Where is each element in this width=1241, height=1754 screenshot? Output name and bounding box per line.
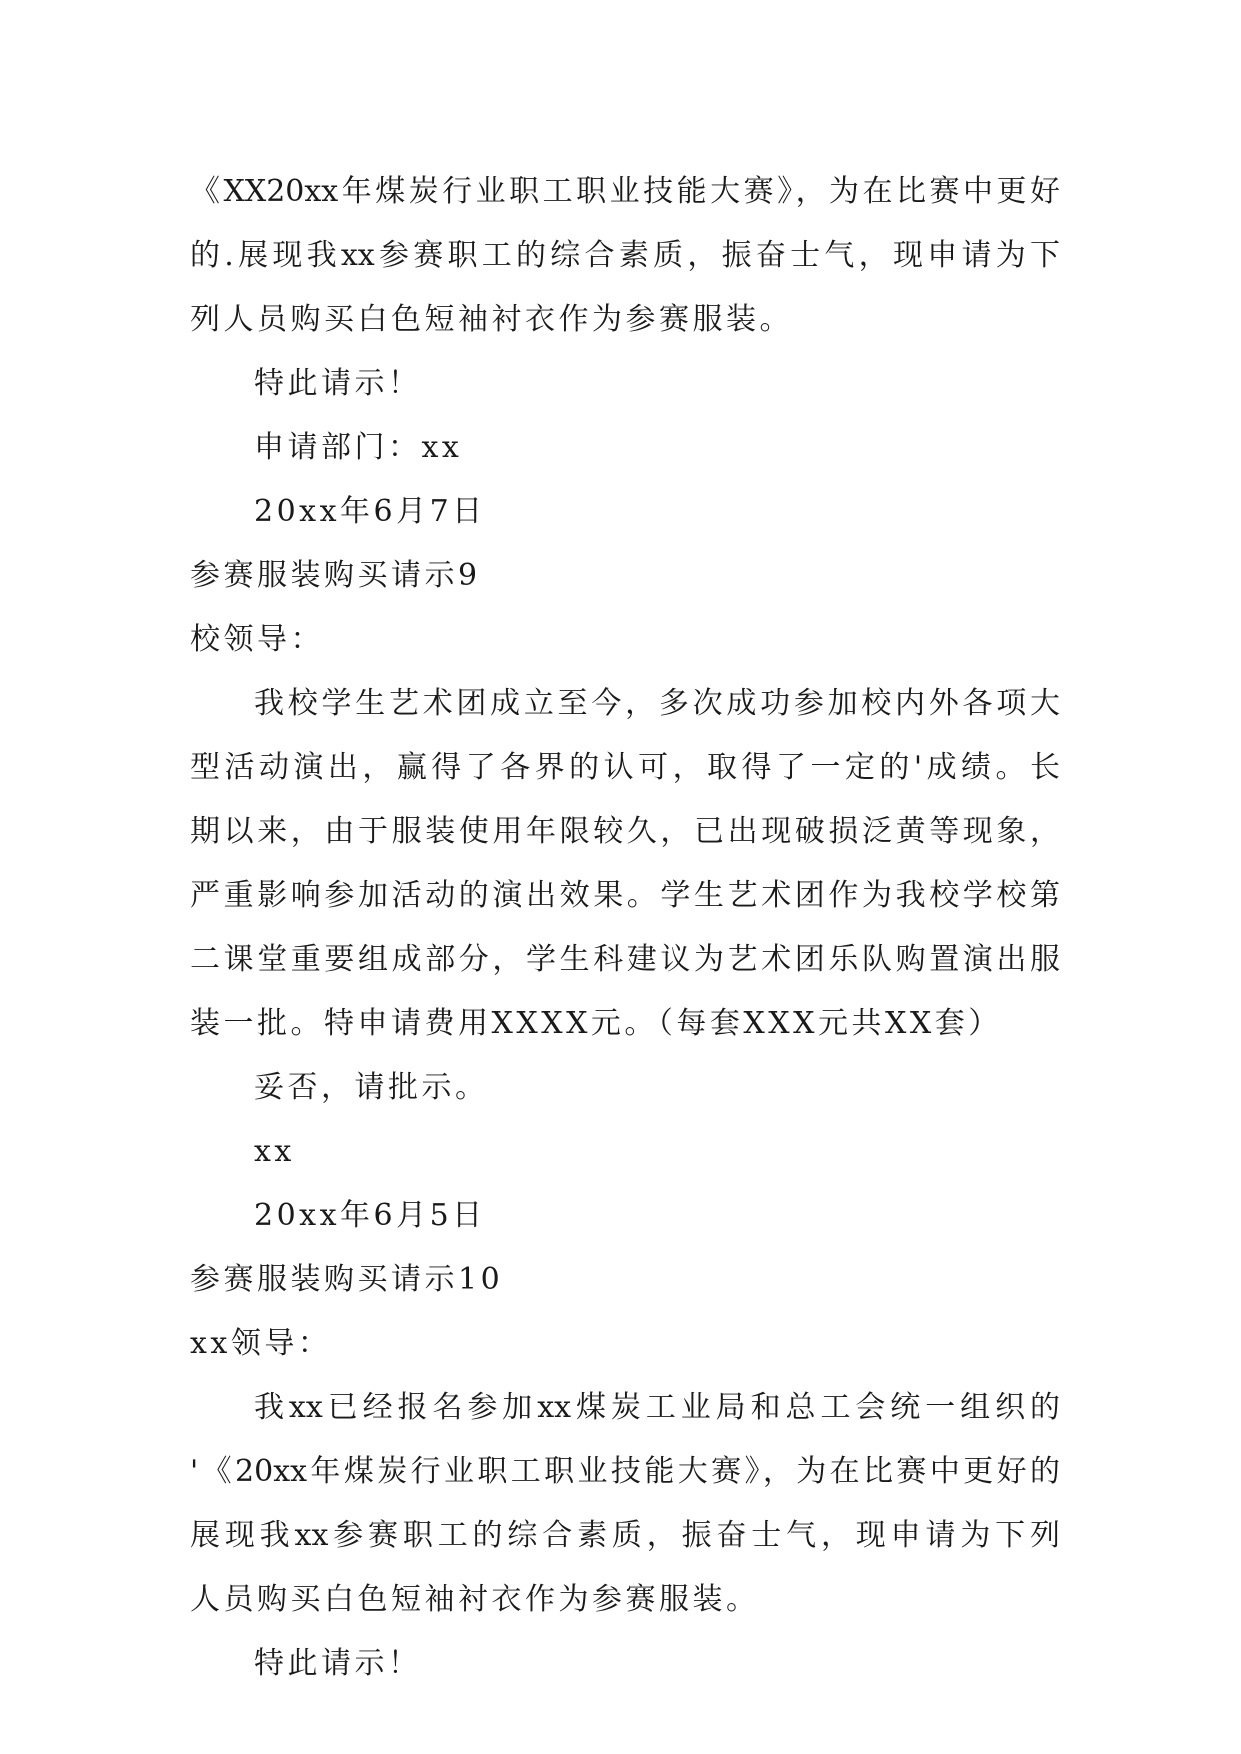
body-line: 的.展现我xx参赛职工的综合素质，振奋士气，现申请为下 bbox=[190, 238, 1060, 273]
body-line: 人员购买白色短袖衬衣作为参赛服装。 bbox=[190, 1582, 760, 1617]
salutation: xx领导： bbox=[190, 1326, 332, 1361]
body-line: 二课堂重要组成部分，学生科建议为艺术团乐队购置演出服 bbox=[190, 942, 1060, 977]
applicant-department: 申请部门：xx bbox=[254, 430, 463, 465]
body-line: 严重影响参加活动的演出效果。学生艺术团作为我校学校第 bbox=[190, 878, 1060, 913]
section-title: 参赛服装购买请示9 bbox=[190, 558, 481, 593]
closing-text: 妥否，请批示。 bbox=[254, 1070, 489, 1105]
body-line: 装一批。特申请费用XXXX元。（每套XXX元共XX套） bbox=[190, 1006, 1002, 1041]
salutation: 校领导： bbox=[190, 622, 324, 657]
body-line: 列人员购买白色短袖衬衣作为参赛服装。 bbox=[190, 302, 793, 337]
body-line: 型活动演出，赢得了各界的认可，取得了一定的'成绩。长 bbox=[190, 750, 1060, 785]
closing-text: 特此请示！ bbox=[254, 366, 422, 401]
body-line: 我校学生艺术团成立至今，多次成功参加校内外各项大 bbox=[254, 686, 1060, 721]
body-line: 展现我xx参赛职工的综合素质，振奋士气，现申请为下列 bbox=[190, 1518, 1060, 1553]
body-line: 《XX20xx年煤炭行业职工职业技能大赛》，为在比赛中更好 bbox=[190, 174, 1060, 209]
closing-text: 特此请示！ bbox=[254, 1646, 422, 1681]
document-page bbox=[190, 160, 1060, 1696]
body-line: '《20xx年煤炭行业职工职业技能大赛》，为在比赛中更好的 bbox=[190, 1454, 1060, 1489]
date-line: 20xx年6月5日 bbox=[254, 1198, 486, 1233]
date-line: 20xx年6月7日 bbox=[254, 494, 486, 529]
body-line: 期以来，由于服装使用年限较久，已出现破损泛黄等现象， bbox=[190, 814, 1060, 849]
section-title: 参赛服装购买请示10 bbox=[190, 1262, 504, 1297]
body-line: 我xx已经报名参加xx煤炭工业局和总工会统一组织的 bbox=[254, 1390, 1060, 1425]
signature: xx bbox=[254, 1134, 295, 1169]
